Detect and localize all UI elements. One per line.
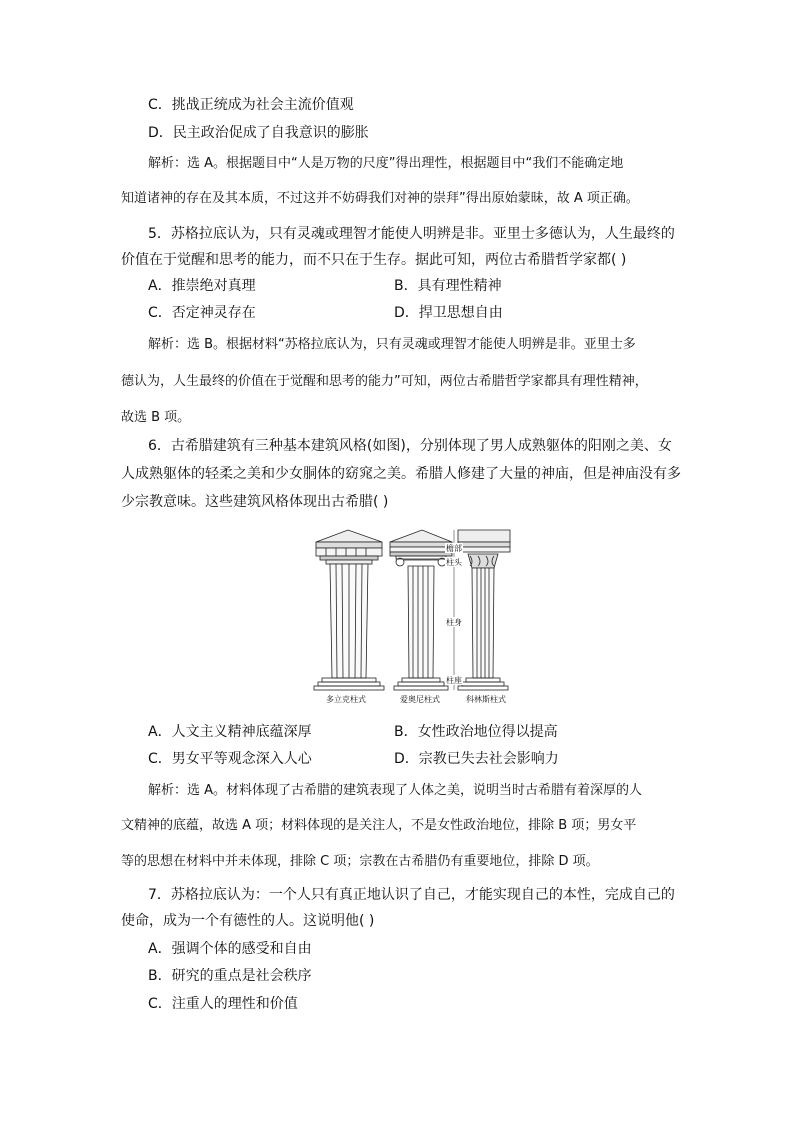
label-entablature: 檐部 <box>446 544 462 553</box>
caption-corinthian: 科林斯柱式 <box>466 695 506 704</box>
q5-stem-line-2: 价值在于觉醒和思考的能力，而不只在于生存。据此可知，两位古希腊哲学家都( ) <box>121 252 627 268</box>
caption-ionic: 爱奥尼柱式 <box>400 695 440 704</box>
q5-option-c: C．否定神灵存在 <box>148 305 256 321</box>
q6-option-a: A．人文主义精神底蕴深厚 <box>148 724 312 740</box>
q7-stem-line-1: 7．苏格拉底认为：一个人只有真正地认识了自己，才能实现自己的本性，完成自己的 <box>148 887 675 903</box>
q6-analysis-line-1: 解析：选 A。材料体现了古希腊的建筑表现了人体之美，说明当时古希腊有着深厚的人 <box>148 783 643 798</box>
q5-option-a: A．推崇绝对真理 <box>148 278 256 294</box>
greek-columns-illustration <box>312 526 512 706</box>
ionic-column <box>390 530 452 690</box>
q4-analysis-line-1: 解析：选 A。根据题目中“人是万物的尺度”得出理性，根据题目中“我们不能确定地 <box>148 156 624 171</box>
q7-option-b: B．研究的重点是社会秩序 <box>148 968 312 984</box>
q6-analysis-line-3: 等的思想在材料中并未体现，排除 C 项；宗教在古希腊仍有重要地位，排除 D 项。 <box>121 854 599 869</box>
q7-option-c: C．注重人的理性和价值 <box>148 996 298 1012</box>
q5-analysis-line-3: 故选 B 项。 <box>121 410 191 425</box>
label-shaft: 柱身 <box>446 618 462 627</box>
q5-analysis-line-2: 德认为，人生最终的价值在于觉醒和思考的能力”可知，两位古希腊哲学家都具有理性精神， <box>121 374 648 389</box>
q5-analysis-line-1: 解析：选 B。根据材料“苏格拉底认为，只有灵魂或理智才能使人明辨是非。亚里士多 <box>148 337 636 352</box>
q6-option-b: B．女性政治地位得以提高 <box>394 724 558 740</box>
q6-stem-line-3: 少宗教意味。这些建筑风格体现出古希腊( ) <box>121 494 389 510</box>
q6-option-c: C．男女平等观念深入人心 <box>148 751 312 767</box>
doric-column <box>314 530 384 690</box>
q4-option-d: D．民主政治促成了自我意识的膨胀 <box>148 125 369 141</box>
q6-analysis-line-2: 文精神的底蕴，故选 A 项；材料体现的是关注人，不是女性政治地位，排除 B 项；男女平 <box>121 818 637 833</box>
q5-option-d: D．捍卫思想自由 <box>394 305 503 321</box>
q7-stem-line-2: 使命，成为一个有德性的人。这说明他( ) <box>121 913 375 929</box>
label-capital: 柱头 <box>446 558 462 567</box>
q4-option-c: C．挑战正统成为社会主流价值观 <box>148 97 354 113</box>
q4-analysis-line-2: 知道诸神的存在及其本质，不过这并不妨碍我们对神的崇拜”得出原始蒙昧，故 A 项正确。 <box>121 191 639 206</box>
caption-doric: 多立克柱式 <box>326 695 366 704</box>
q6-stem-line-2: 人成熟躯体的轻柔之美和少女胴体的窈窕之美。希腊人修建了大量的神庙，但是神庙没有多 <box>121 466 681 482</box>
q5-option-b: B．具有理性精神 <box>394 278 502 294</box>
q6-option-d: D．宗教已失去社会影响力 <box>394 751 559 767</box>
q5-stem-line-1: 5．苏格拉底认为，只有灵魂或理智才能使人明辨是非。亚里士多德认为，人生最终的 <box>148 226 675 242</box>
q7-option-a: A．强调个体的感受和自由 <box>148 941 312 957</box>
q6-stem-line-1: 6．古希腊建筑有三种基本建筑风格(如图)，分别体现了男人成熟躯体的阳刚之美、女 <box>148 438 672 454</box>
greek-column-orders-figure <box>312 526 512 706</box>
label-base: 柱座 <box>446 676 462 685</box>
corinthian-column <box>458 530 510 690</box>
